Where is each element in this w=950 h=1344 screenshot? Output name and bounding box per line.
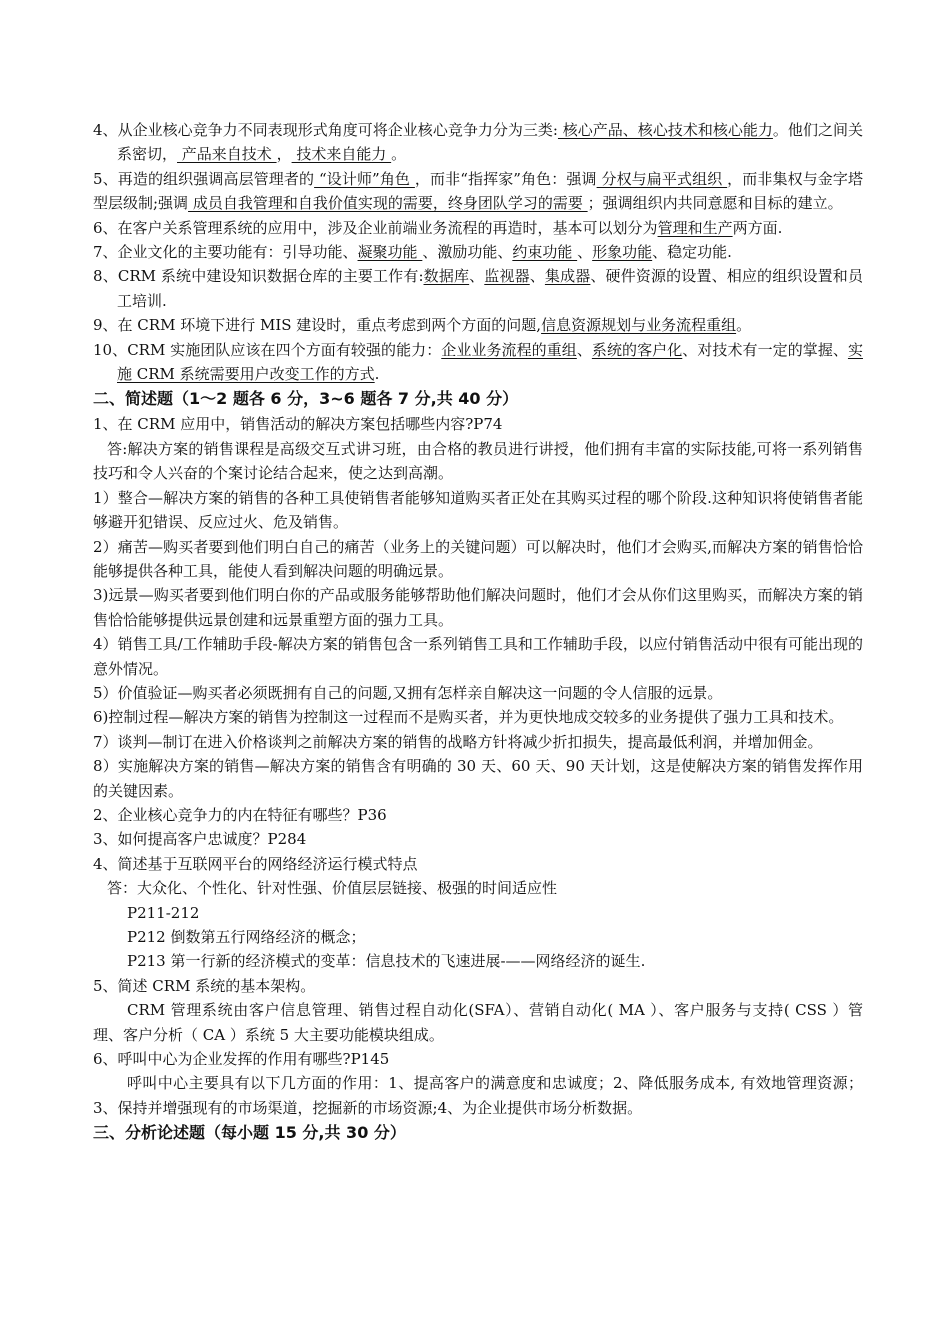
item-9-answer-1: 信息资源规划与业务流程重组 bbox=[541, 316, 737, 335]
answer-1-point: 3)远景—购买者要到他们明白你的产品或服务能够帮助他们解决问题时，他们才会从你们这里购买，而解决方案的销售恰恰能够提供远景创建和远景重塑方面的强力工具。 bbox=[93, 586, 863, 629]
item-4-answer-2: 产品来自技术 bbox=[177, 145, 277, 164]
item-4 bbox=[93, 118, 863, 167]
answer-1-point: 2）痛苦—购买者要到他们明白自己的痛苦（业务上的关键问题）可以解决时，他们才会购买,而解决方案的销售恰恰能够提供各种工具，能使人看到解决问题的明确远景。 bbox=[93, 537, 863, 580]
section-3-heading: 三、分析论述题（每小题 15 分,共 30 分） bbox=[93, 1123, 406, 1143]
item-5-answer-3: 成员自我管理和自我价值实现的需要，终身团队学习的需要 bbox=[188, 194, 588, 213]
item-7-text-3: 、 bbox=[577, 243, 593, 262]
item-10 bbox=[93, 338, 863, 387]
answer-4-ref-1: P211-212 bbox=[127, 903, 200, 922]
answer-1-intro: 答:解决方案的销售课程是高级交互式讲习班，由合格的教员进行讲授，他们拥有丰富的实际技能,可将一系列销售技巧和令人兴奋的个案讨论结合起来，使之达到高潮。 bbox=[93, 439, 863, 483]
item-8 bbox=[93, 264, 863, 313]
item-4-answer-3: 技术来自能力 bbox=[291, 145, 392, 164]
item-5 bbox=[93, 167, 863, 216]
section-2-heading: 二、简述题（1～2 题各 6 分，3~6 题各 7 分,共 40 分） bbox=[93, 389, 519, 409]
item-5-text-3: ，而非集权与金字塔型层级制;强调 bbox=[93, 169, 863, 213]
answer-1-point: 7）谈判—制订在进入价格谈判之前解决方案的销售的战略方针将减少折扣损失，提高最低利润，并增加佣金。 bbox=[93, 732, 823, 751]
answer-4-ref-3: P213 第一行新的经济模式的变革：信息技术的飞速进展-——网络经济的诞生. bbox=[127, 952, 646, 971]
item-6 bbox=[93, 216, 863, 240]
item-4-text: 4、从企业核心竞争力不同表现形式角度可将企业核心竞争力分为三类: bbox=[93, 121, 558, 139]
answer-1-point: 1）整合—解决方案的销售的各种工具使销售者能够知道购买者正处在其购买过程的哪个阶段.这种知识将使销售者能够避开犯错误、反应过火、危及销售。 bbox=[93, 488, 863, 532]
answer-1-point: 6)控制过程—解决方案的销售为控制这一过程而不是购买者，并为更快地成交较多的业务提供了强力工具和技术。 bbox=[93, 708, 844, 727]
answer-4: 答：大众化、个性化、针对性强、价值层层链接、极强的时间适应性 bbox=[107, 879, 558, 898]
item-5-text-2: ，而非“指挥家”角色：强调 bbox=[414, 169, 597, 188]
item-10-answer-1: 企业业务流程的重组 bbox=[441, 340, 577, 359]
question-1: 1、在 CRM 应用中，销售活动的解决方案包括哪些内容?P74 bbox=[93, 415, 503, 434]
answer-4-ref-2: P212 倒数第五行网络经济的概念； bbox=[127, 928, 366, 946]
item-8-answer-2: 监视器 bbox=[484, 267, 530, 286]
question-4: 4、简述基于互联网平台的网络经济运行模式特点 bbox=[93, 854, 418, 873]
item-10-sep-1: 、 bbox=[576, 340, 592, 359]
item-8-sep-2: 、 bbox=[529, 267, 545, 286]
item-10-answer-3: 实施 CRM 系统需要用户改变工作的方式 bbox=[117, 340, 863, 384]
answer-1-point: 4）销售工具/工作辅助手段-解决方案的销售包含一系列销售工具和工作辅助手段，以应付销售活动中很有可能出现的意外情况。 bbox=[93, 635, 863, 678]
item-5-text: 5、再造的组织强调高层管理者的 bbox=[93, 169, 315, 188]
item-5-answer-1: “设计师”角色 bbox=[314, 169, 415, 188]
item-4-sep: ， bbox=[276, 145, 292, 164]
question-6: 6、呼叫中心为企业发挥的作用有哪些?P145 bbox=[93, 1050, 390, 1069]
item-8-suffix: 、硬件资源的设置、相应的组织设置和员工培训. bbox=[117, 267, 863, 310]
question-3: 3、如何提高客户忠诚度？P284 bbox=[93, 830, 307, 849]
question-2: 2、企业核心竞争力的内在特征有哪些？P36 bbox=[93, 805, 387, 824]
question-5: 5、简述 CRM 系统的基本架构。 bbox=[93, 976, 316, 995]
item-6-suffix: 两方面. bbox=[732, 218, 783, 237]
item-9-text: 9、在 CRM 环境下进行 MIS 建设时，重点考虑到两个方面的问题, bbox=[93, 316, 542, 335]
item-10-text: 10、CRM 实施团队应该在四个方面有较强的能力： bbox=[93, 340, 442, 359]
item-9-suffix: 。 bbox=[736, 316, 752, 335]
item-8-answer-1: 数据库 bbox=[423, 267, 470, 286]
item-10-answer-2: 系统的客户化 bbox=[591, 340, 683, 359]
item-7-text: 7、企业文化的主要功能有：引导功能、 bbox=[93, 243, 358, 262]
item-4-answer-1: 核心产品、核心技术和核心能力 bbox=[557, 121, 773, 139]
item-7-suffix: 、稳定功能. bbox=[652, 243, 732, 262]
item-8-text: 8、CRM 系统中建设知识数据仓库的主要工作有: bbox=[93, 267, 424, 286]
answer-5: CRM 管理系统由客户信息管理、销售过程自动化(SFA）、营销自动化( MA ）、客户服务与支持( CSS ）管理、客户分析（ CA ）系统 5 大主要功能模块组成。 bbox=[93, 1001, 863, 1044]
document-body bbox=[93, 118, 863, 1146]
item-7-answer-2: 约束功能 bbox=[512, 243, 578, 262]
answer-6: 呼叫中心主要具有以下几方面的作用：1、提高客户的满意度和忠诚度；2、降低服务成本, 有效地管理资源；3、保持并增强现有的市场渠道，挖掘新的市场资源;4、为企业提供市场分析数据。 bbox=[93, 1074, 863, 1117]
item-10-text-2: 、对技术有一定的掌握、 bbox=[682, 340, 848, 359]
answer-1-point: 8）实施解决方案的销售—解决方案的销售含有明确的 30 天、60 天、90 天计划，这是使解决方案的销售发挥作用的关键因素。 bbox=[93, 757, 863, 800]
item-9 bbox=[93, 313, 863, 337]
item-7-text-2: 、激励功能、 bbox=[422, 243, 513, 262]
item-7-answer-1: 凝聚功能 bbox=[357, 243, 423, 262]
item-8-sep-1: 、 bbox=[469, 267, 485, 286]
answer-1-points bbox=[93, 486, 863, 803]
answer-1-point: 5）价值验证—购买者必须既拥有自己的问题,又拥有怎样亲自解决这一问题的令人信服的远景。 bbox=[93, 683, 723, 702]
item-4-suffix: 。 bbox=[391, 145, 407, 164]
item-8-answer-3: 集成器 bbox=[544, 267, 591, 286]
item-5-suffix: ；强调组织内共同意愿和目标的建立。 bbox=[587, 194, 843, 213]
item-7 bbox=[93, 240, 863, 264]
item-5-answer-2: 分权与扁平式组织 bbox=[596, 169, 728, 188]
item-7-answer-3: 形象功能 bbox=[592, 243, 653, 262]
item-6-answer-1: 管理和生产 bbox=[657, 218, 733, 237]
item-6-text: 6、在客户关系管理系统的应用中，涉及企业前端业务流程的再造时，基本可以划分为 bbox=[93, 218, 658, 237]
item-10-suffix: . bbox=[374, 365, 380, 384]
item-4-text-2: 。他们之间关系密切， bbox=[117, 121, 863, 164]
